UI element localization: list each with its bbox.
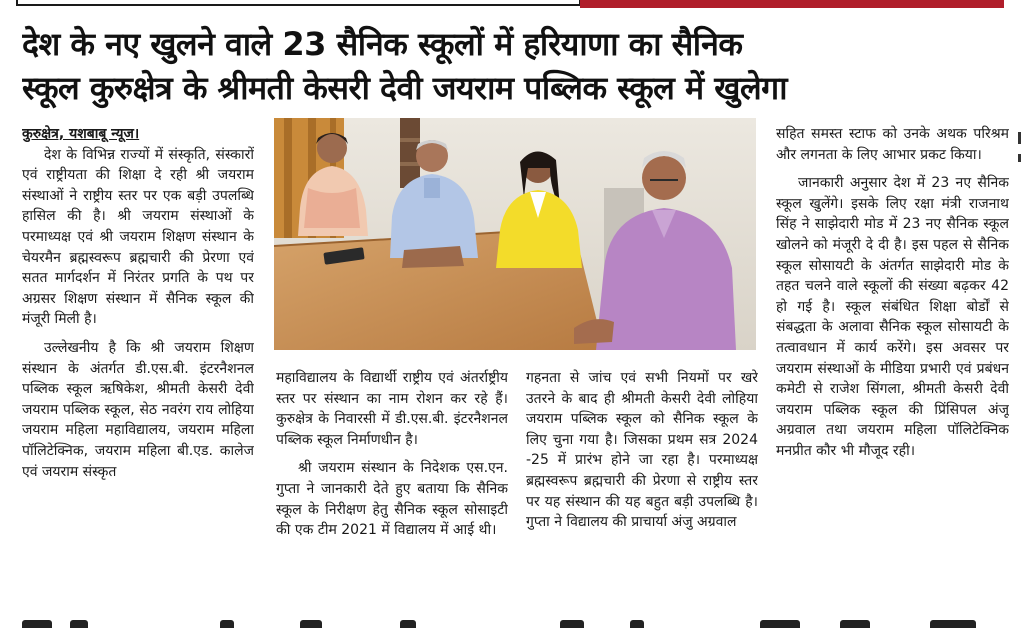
article-column-3 bbox=[526, 368, 758, 618]
paragraph: गहनता से जांच एवं सभी नियमों पर खरे उतरने के बाद ही श्रीमती केसरी देवी लोहिया जयराम पब्लिक स्कूल को सैनिक स्कूल के लिए चुना गया है। जिसका प्रथम सत्र 2024 -25 में प्रारंभ होने जा रहा है। परमाध्यक्ष ब्रह्मस्वरूप ब्रह्मचारी की प्रेरणा से राष्ट्रीय स्तर पर यह संस्थान की यह बहुत बड़ी उपलब्धि है। गुप्ता ने विद्यालय की प्राचार्या अंजु अग्रवाल bbox=[526, 370, 758, 531]
article-column-4 bbox=[776, 124, 1009, 618]
article-column-2 bbox=[276, 368, 508, 618]
paragraph-gap bbox=[22, 330, 254, 338]
headline-line-2: स्कूल कुरुक्षेत्र के श्रीमती केसरी देवी जयराम पब्लिक स्कूल में खुलेगा bbox=[22, 69, 787, 107]
news-photo bbox=[274, 118, 756, 350]
paragraph: सहित समस्त स्टाफ को उनके अथक परिश्रम और लगनता के लिए आभार प्रकट किया। bbox=[776, 126, 1009, 163]
headline-line-1: देश के नए खुलने वाले 23 सैनिक स्कूलों में हरियाणा का सैनिक bbox=[22, 25, 743, 63]
top-border bbox=[0, 0, 1024, 12]
dateline: कुरुक्षेत्र, यशबाबू न्यूज। bbox=[22, 126, 140, 142]
headline bbox=[22, 22, 1007, 110]
paragraph-gap bbox=[776, 165, 1009, 173]
next-headline-cropped bbox=[0, 618, 1024, 628]
top-border-box bbox=[16, 0, 581, 6]
paragraph: महाविद्यालय के विद्यार्थी राष्ट्रीय एवं अंतर्राष्ट्रीय स्तर पर संस्थान का नाम रोशन कर रहे हैं। कुरुक्षेत्र के निवारसी में डी.एस.बी. इंटरनैशनल पब्लिक स्कूल निर्माणधीन है। bbox=[276, 370, 508, 448]
paragraph: श्री जयराम संस्थान के निदेशक एस.एन. गुप्ता ने जानकारी देते हुए बताया कि सैनिक स्कूल के निरीक्षण हेतु सैनिक स्कूल सोसाइटी की एक टीम 2021 में विद्यालय में आई थी। bbox=[276, 460, 508, 539]
article-column-1 bbox=[22, 124, 254, 618]
edge-mark bbox=[1018, 132, 1021, 144]
edge-mark bbox=[1018, 154, 1021, 162]
paragraph-gap bbox=[276, 450, 508, 458]
paragraph: उल्लेखनीय है कि श्री जयराम शिक्षण संस्थान के अंतर्गत डी.एस.बी. इंटरनैशनल पब्लिक स्कूल ऋषिकेश, श्रीमती केसरी देवी जयराम पब्लिक स्कूल, सेठ नवरंग राय लोहिया जयराम महिला महाविद्यालय, जयराम महिला पॉलिटेक्निक, जयराम महिला बी.एड. कालेज एवं जयराम संस्कृत bbox=[22, 339, 254, 480]
top-red-band bbox=[580, 0, 1004, 8]
paragraph: जानकारी अनुसार देश में 23 नए सैनिक स्कूल खुलेंगे। इसके लिए रक्षा मंत्री राजनाथ सिंह ने साझेदारी मोड में 23 नए सैनिक स्कूल खोलने को मंजूरी दे दी है। इस पहल से सैनिक स्कूल सोसायटी के अंतर्गत साझेदारी मोड के तहत चलने वाले स्कूलों की संख्या बढ़कर 42 हो गई है। स्कूल संबंधित शिक्षा बोर्डों से संबद्धता के अलावा सैनिक स्कूल सोसायटी के तत्वावधान में कार्य करेंगे। इस अवसर पर जयराम संस्थाओं के मीडिया प्रभारी एवं प्रबंधन कमेटी से राजेश सिंगला, श्रीमती केसरी देवी जयराम पब्लिक स्कूल की प्रिंसिपल अंजू अग्रवाल तथा जयराम महिला पॉलिटेक्निक मनप्रीत कौर भी मौजूद रही। bbox=[776, 175, 1009, 459]
press-meeting-photo bbox=[274, 118, 756, 350]
paragraph: देश के विभिन्न राज्यों में संस्कृति, संस्कारों एवं राष्ट्रीयता की शिक्षा दे रही श्री जयराम संस्थाओं ने राष्ट्रीय स्तर पर एक बड़ी उपलब्धि हासिल की है। श्री जयराम संस्थाओं के परमाध्यक्ष एवं श्री जयराम शिक्षण संस्थान के चेयरमैन ब्रह्मस्वरूप ब्रह्मचारी की प्रेरणा एवं सतत मार्गदर्शन में निरंतर प्रगति के पथ पर अग्रसर शिक्षण संस्थान में सैनिक स्कूल की मंजूरी मिली है। bbox=[22, 146, 254, 328]
